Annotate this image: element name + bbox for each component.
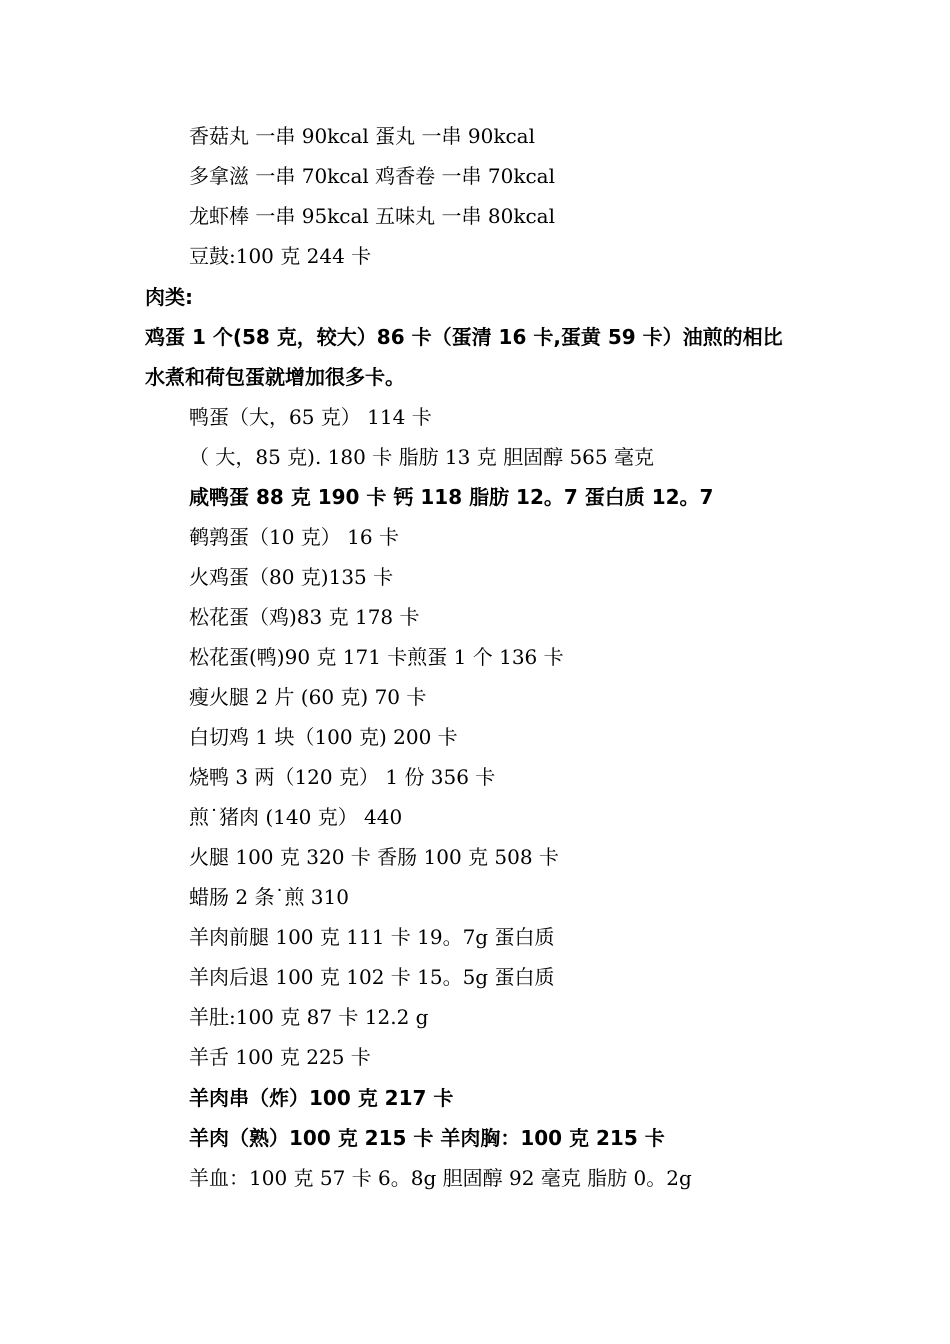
text-line: 龙虾棒 一串 95kcal 五味丸 一串 80kcal <box>189 204 555 228</box>
text-line: 羊肉前腿 100 克 111 卡 19。7g 蛋白质 <box>189 925 555 949</box>
text-line: 水煮和荷包蛋就增加很多卡。 <box>145 365 405 389</box>
text-line: 松花蛋（鸡)83 克 178 卡 <box>189 605 420 629</box>
text-line: 多拿滋 一串 70kcal 鸡香卷 一串 70kcal <box>189 164 555 188</box>
text-line: 羊血：100 克 57 卡 6。8g 胆固醇 92 毫克 脂肪 0。2g <box>189 1166 692 1190</box>
text-line: （ 大，85 克). 180 卡 脂肪 13 克 胆固醇 565 毫克 <box>189 445 654 469</box>
text-line: 鸭蛋（大，65 克） 114 卡 <box>189 405 432 429</box>
text-line: 羊肚:100 克 87 卡 12.2 g <box>189 1005 429 1029</box>
text-line: 煎˙猪肉 (140 克） 440 <box>189 805 403 829</box>
text-line: 鹌鹑蛋（10 克） 16 卡 <box>189 525 399 549</box>
text-line: 火腿 100 克 320 卡 香肠 100 克 508 卡 <box>189 845 559 869</box>
text-line: 鸡蛋 1 个(58 克，较大）86 卡（蛋清 16 卡,蛋黄 59 卡）油煎的相比 <box>145 325 783 349</box>
text-line: 松花蛋(鸭)90 克 171 卡煎蛋 1 个 136 卡 <box>189 645 564 669</box>
text-line: 火鸡蛋（80 克)135 卡 <box>189 565 394 589</box>
text-line: 咸鸭蛋 88 克 190 卡 钙 118 脂肪 12。7 蛋白质 12。7 <box>189 485 714 509</box>
text-line: 羊肉（熟）100 克 215 卡 羊肉胸：100 克 215 卡 <box>189 1126 665 1150</box>
text-line: 豆鼓:100 克 244 卡 <box>189 244 372 268</box>
text-line: 蜡肠 2 条˙煎 310 <box>189 885 349 909</box>
text-line: 瘦火腿 2 片 (60 克) 70 卡 <box>189 685 427 709</box>
section-heading: 肉类: <box>145 285 193 309</box>
text-line: 白切鸡 1 块（100 克) 200 卡 <box>189 725 458 749</box>
text-line: 香菇丸 一串 90kcal 蛋丸 一串 90kcal <box>189 124 535 148</box>
text-line: 羊肉后退 100 克 102 卡 15。5g 蛋白质 <box>189 965 555 989</box>
text-line: 羊肉串（炸）100 克 217 卡 <box>189 1086 454 1110</box>
text-line: 烧鸭 3 两（120 克） 1 份 356 卡 <box>189 765 496 789</box>
text-line: 羊舌 100 克 225 卡 <box>189 1045 371 1069</box>
